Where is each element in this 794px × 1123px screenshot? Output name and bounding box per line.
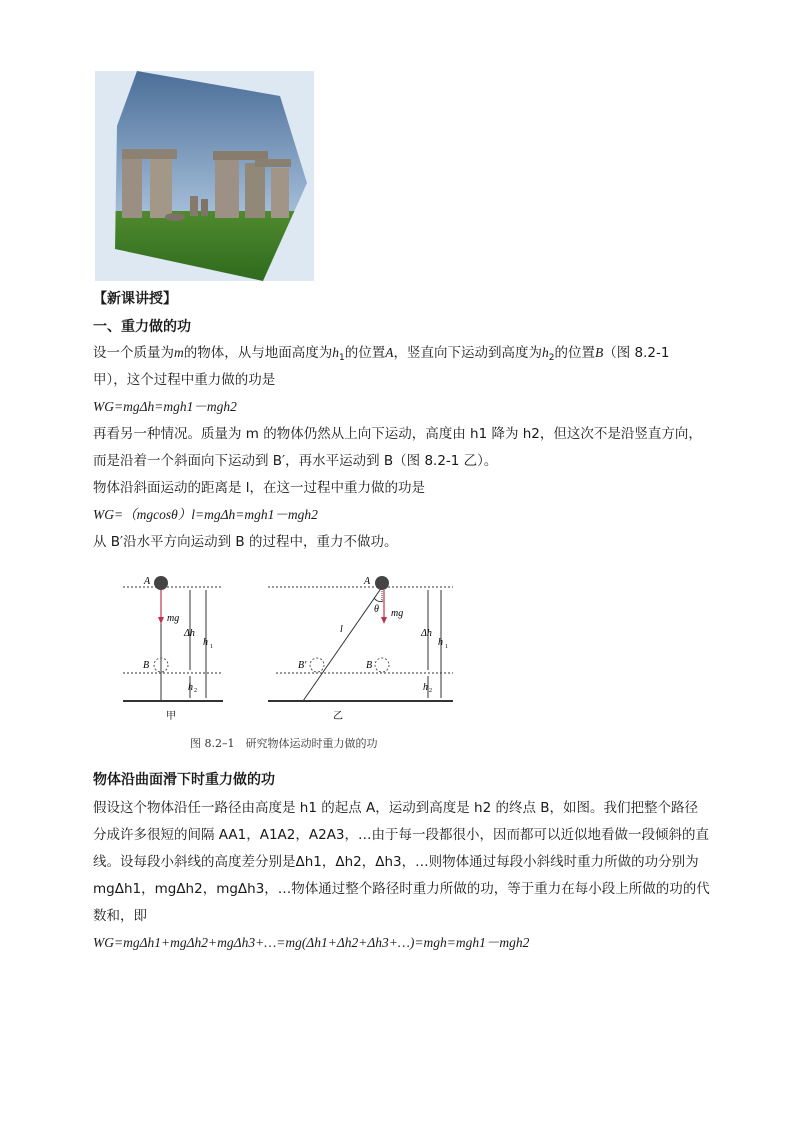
label-h1-right: h bbox=[438, 637, 443, 648]
paragraph-1-line-2: 甲），这个过程中重力做的功是 bbox=[93, 372, 276, 388]
sub-h1-right: 1 bbox=[445, 644, 448, 650]
ball-B-right bbox=[375, 658, 389, 672]
sub-h2-left: 2 bbox=[194, 688, 197, 694]
label-h1-left: h bbox=[203, 637, 208, 648]
label-l: l bbox=[340, 624, 343, 635]
ball-A-right bbox=[375, 576, 389, 590]
formula-3: WG=mgΔh1+mgΔh2+mgΔh3+…=mg(Δh1+Δh2+Δh3+…)=mgh=mgh1－mgh2 bbox=[93, 935, 530, 950]
label-B-right: B bbox=[366, 660, 373, 671]
label-yi: 乙 bbox=[333, 711, 343, 722]
figure-caption: 图 8.2–1 研究物体运动时重力做的功 bbox=[190, 737, 378, 750]
subsection-gravity-work: 一、重力做的功 bbox=[93, 319, 191, 335]
ball-Bprime bbox=[310, 658, 324, 672]
label-dh-right: Δh bbox=[421, 628, 432, 639]
paragraph-3-line-1: 物体沿斜面运动的距离是 l，在这一过程中重力做的功是 bbox=[93, 480, 426, 496]
label-A-right: A bbox=[364, 576, 371, 587]
paragraph-3-line-3: 从 B′沿水平方向运动到 B 的过程中，重力不做功。 bbox=[93, 534, 398, 550]
section-heading: 【新课讲授】 bbox=[93, 291, 177, 307]
paragraph-4-line-5: 数和，即 bbox=[93, 908, 147, 924]
label-Bprime: B′ bbox=[298, 660, 307, 671]
label-mg-right: mg bbox=[391, 608, 404, 619]
incline-path bbox=[303, 587, 382, 701]
paragraph-4-line-1: 假设这个物体沿任一路径由高度是 h1 的起点 A，运动到高度是 h2 的终点 B，如图。我们把整个路径 bbox=[93, 800, 699, 816]
sub-h2-right: 2 bbox=[429, 688, 432, 694]
paragraph-4-line-2: 分成许多很短的间隔 AA1，A1A2，A2A3，…由于每一段都很小，因而都可以近似地看做一段倾斜的直 bbox=[93, 827, 710, 843]
paragraph-4-line-3: 线。设每段小斜线的高度差分别是Δh1，Δh2，Δh3，…则物体通过每段小斜线时重力所做的功分别为 bbox=[93, 854, 699, 870]
paragraph-2-line-1: 再看另一种情况。质量为 m 的物体仍然从上向下运动，高度由 h1 降为 h2，但这次不是沿竖直方向， bbox=[93, 426, 702, 442]
stonehenge-photo bbox=[95, 71, 314, 281]
sub-h1-left: 1 bbox=[210, 644, 213, 650]
label-A-left: A bbox=[144, 576, 151, 587]
ball-A-left bbox=[154, 576, 168, 590]
formula-1: WG=mgΔh=mgh1－mgh2 bbox=[93, 399, 237, 414]
label-h2-left: h bbox=[188, 682, 193, 693]
label-h2-right: h bbox=[423, 682, 428, 693]
subsection-curved-surface: 物体沿曲面滑下时重力做的功 bbox=[93, 772, 275, 788]
label-jia: 甲 bbox=[166, 711, 176, 722]
paragraph-4-line-4: mgΔh1，mgΔh2，mgΔh3，…物体通过整个路径时重力所做的功，等于重力在每小段上所做的功的代 bbox=[93, 881, 710, 897]
paragraph-2-line-2: 而是沿着一个斜面向下运动到 B′，再水平运动到 B（图 8.2-1 乙）。 bbox=[93, 453, 498, 469]
formula-2: WG=（mgcosθ）l=mgΔh=mgh1－mgh2 bbox=[93, 507, 318, 522]
label-mg-left: mg bbox=[167, 613, 180, 624]
figure-8-2-1 bbox=[118, 570, 462, 755]
paragraph-1-line-1: 设一个质量为m的物体，从与地面高度为$h_1$的位置A，竖直向下运动到高度为$h_2$的位置B（图 8.2-1 bbox=[93, 345, 670, 363]
label-theta: θ bbox=[374, 604, 379, 615]
label-B-left: B bbox=[143, 660, 150, 671]
label-dh-left: Δh bbox=[184, 628, 195, 639]
